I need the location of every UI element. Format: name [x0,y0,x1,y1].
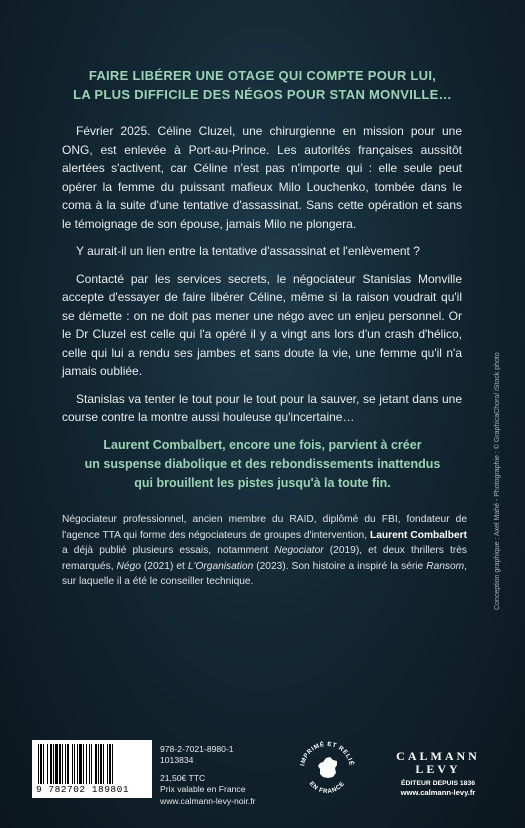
bio-text: (2023). Son histoire a inspiré la série [253,560,427,572]
publisher-url: www.calmann-levy.fr [400,788,476,797]
barcode-bar [40,744,42,784]
barcode-bar [98,744,99,784]
author-bio [62,512,467,590]
barcode-bar [107,744,108,784]
author-name: Laurent Combalbert [370,529,467,541]
price: 21,50€ TTC [160,772,206,783]
tagline [40,66,485,104]
barcode-bar [74,744,75,784]
barcode-bar [43,744,44,784]
bio-text: a déjà publié plusieurs essais, notamment [62,545,275,557]
photo-credit: Conception graphique : Axel Mahé - Photographie : © GraphicaChoro/ iStock photo [494,352,501,610]
barcode-bars [38,744,146,784]
tagline-line-1: FAIRE LIBÉRER UNE OTAGE QUI COMPTE POUR LUI, [88,68,437,83]
review-quote [40,436,485,493]
barcode-bar [83,744,84,784]
seal-top-text: IMPRIMÉ ET RELIÉ [299,740,355,767]
bio-text: Négociateur professionnel, ancien membre du RAID, diplômé du FBI, fondateur de l'agence TTA qui forme des négociateurs de groupes d'intervention, [62,514,467,541]
barcode-bar [103,744,104,784]
seal-bottom-text: EN FRANCE [307,780,347,796]
series-title: Ransom [426,560,465,572]
barcode-number: 9 782702 189801 [36,784,130,795]
synopsis-paragraph-3: Contacté par les services secrets, le négociateur Stanislas Monville accepte d'essayer de faire libérer Céline, même si la raison voudrait qu'il se démette : on ne doit pas mener une négo avec un enjeu personnel. Or le Dr Cluzel est celle qui l'a opéré il y a vingt ans lors d'un crash d'hélico, celle qui lui a rendu ses jambes et sans doute la vie, une femme qu'il n'a jamais oubliée. [62,271,462,378]
barcode-bar [38,744,39,784]
synopsis [62,122,462,436]
barcode-bar [100,744,102,784]
synopsis-paragraph-4: Stanislas va tenter le tout pour le tout pour la sauver, se jetant dans une course contre la montre aussi houleuse qu'incertaine… [62,391,462,424]
made-in-france-seal [296,738,358,800]
barcode-bar [47,744,48,784]
quote-line-3: qui brouillent les pistes jusqu'à la toute fin. [134,476,391,490]
barcode-bar [72,744,73,784]
isbn-number: 978-2-7021-8980-1 [160,744,234,754]
barcode-bar [77,744,78,784]
barcode-bar [53,744,54,784]
book-title: Négo [116,560,141,572]
barcode-bar [95,744,97,784]
barcode-bar [86,744,87,784]
barcode-bar [91,744,92,784]
product-code: 1013834 [160,755,194,766]
book-title: L'Organisation [187,560,254,572]
quote-line-1: Laurent Combalbert, encore une fois, parvient à créer [103,438,422,452]
bio-text: (2019), et deux thrillers très remarqués, [62,545,467,572]
france-map-icon [318,757,337,778]
tagline-line-2: LA PLUS DIFFICILE DES NÉGOS POUR STAN MONVILLE… [73,87,452,102]
barcode-bar [67,744,69,784]
price-validity: Prix valable en France [160,784,246,795]
publisher-name-2: LEVY [415,762,461,776]
quote-line-2: un suspense diabolique et des rebondissements inattendus [84,457,441,471]
barcode-bar [109,744,111,784]
barcode-bar [65,744,66,784]
barcode [32,740,152,798]
barcode-bar [59,744,61,784]
synopsis-paragraph-2: Y aurait-il un lien entre la tentative d'assassinat et l'enlèvement ? [76,244,420,258]
isbn-block [160,744,256,807]
svg-text:EN FRANCE [308,780,347,795]
publisher-name-1: CALMANN [396,749,480,763]
barcode-bar [50,744,52,784]
publisher-logo [378,750,498,797]
synopsis-paragraph-1: Février 2025. Céline Cluzel, une chirurgienne en mission pour une ONG, est enlevée à Port-au-Prince. Les autorités françaises aussitôt alertées s'activent, car Céline n'est pas n'importe qui : elle seule peut opérer la femme du puissant mafieux Milo Louchenko, tombée dans le coma à la suite d'une tentative d'assassinat. Sans cette opération et sans le témoignage de son épouse, jamais Milo ne plongera. [62,124,462,231]
book-title: Negociator [274,545,324,557]
barcode-bar [55,744,58,784]
barcode-bar [112,744,113,784]
publisher-since: ÉDITEUR DEPUIS 1836 [400,780,476,787]
imprint-url: www.calmann-levy-noir.fr [160,795,256,806]
bio-text: (2021) et [140,560,188,572]
bio-text: , sur laquelle il a été le conseiller technique. [62,560,467,588]
barcode-bar [79,744,82,784]
barcode-bar [62,744,63,784]
barcode-bar [89,744,90,784]
